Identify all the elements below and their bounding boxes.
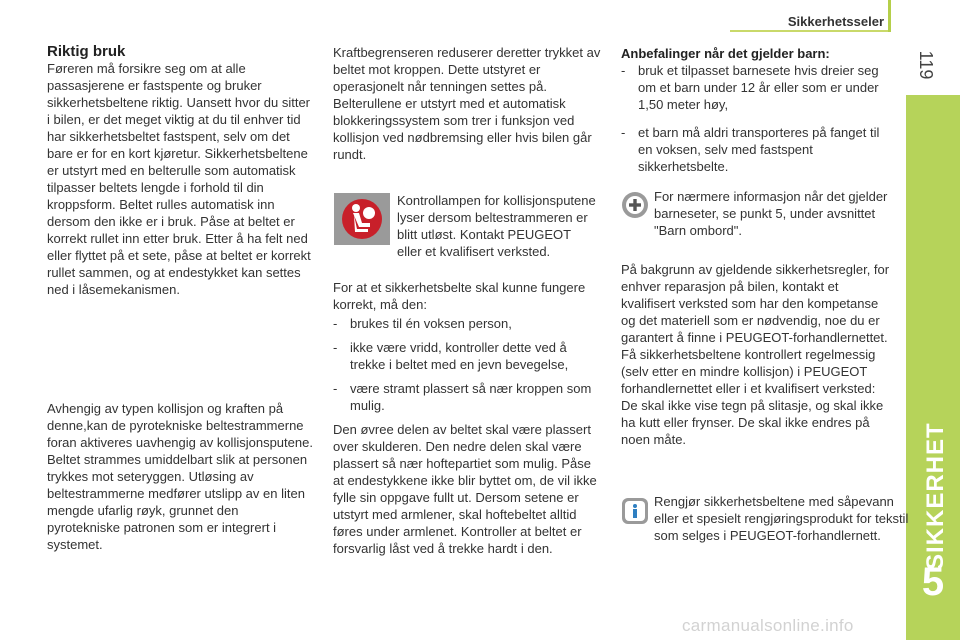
column-3-middle	[621, 261, 893, 448]
column-1-lower	[47, 400, 315, 553]
header-accent-bar	[888, 0, 891, 32]
child-seat-reference-note: For nærmere informasjon når det gjelder barneseter, se punkt 5, under avsnittet "Barn ombord".	[654, 189, 888, 238]
watermark: carmanualsonline.info	[682, 616, 854, 635]
paragraph-pretensioners: Avhengig av typen kollisjon og kraften på denne,kan de pyrotekniske beltestrammerne foran aktiveres uavhengig av kollisjonsputene. Beltet strammes umiddelbart slik at personen trykkes mot seteryggen. Utløsing av beltestrammerne medfører utslipp av en liten mengde ufarlig røyk, grunnet den pyrotekniske patronen som er integrert i systemet.	[47, 401, 313, 552]
list-item: - bruk et tilpasset barnesete hvis dreier seg om et barn under 12 år eller som er under 1,50 meter høy,	[621, 63, 879, 112]
paragraph-correct-use: Føreren må forsikre seg om at alle passasjerene er fastspente og bruker sikkerhetsbeltene riktig. Uansett hvor du sitter i bilen, er det meget viktig at du til enhver tid har sikkerhetsbeltet fastspent, selv om det bare er for en kort kjøretur. Sikkerhetsbeltene er utstyrt med en belterulle som automatisk tilpasser beltets lengde i forhold til din kroppsform. Beltet rulles automatisk inn dersom den ikke er i bruk. Påse at beltet er korrekt rullet inn etter bruk. Etter å ha felt ned eller flyttet på et sete, påse at beltet er korrekt rullet sammen, og at endestykket kan settes ned i låsemekanismen.	[47, 61, 311, 297]
paragraph-maintenance: På bakgrunn av gjeldende sikkerhetsregler, for enhver reparasjon på bilen, kontakt et kvalifisert verksted som har den kompetanse og det materiell som er nødvendig, noe du er garantert å finne i PEUGEOT-forhandlernettet. Få sikkerhetsbeltene kontrollert regelmessig (selv etter en mindre kollisjon) i PEUGEOT forhandlernettet eller i et kvalifisert verksted: De skal ikke vise tegn på slitasje, og skal ikke ha kutt eller frynser. De skal ikke endres på noen måte.	[621, 262, 890, 447]
header-divider	[730, 30, 890, 32]
section-heading: Riktig bruk	[47, 43, 126, 60]
list-item: - brukes til én voksen person,	[333, 316, 512, 331]
column-3	[621, 45, 893, 182]
header-title: Sikkerhetsseler	[787, 14, 884, 29]
cleaning-note: Rengjør sikkerhetsbeltene med såpevann eller et spesielt rengjøringsprodukt for tekstil som selges i PEUGEOT-forhandlernett.	[654, 494, 909, 543]
children-recommendations-list	[621, 62, 893, 175]
plus-circle-icon	[621, 191, 649, 219]
children-heading: Anbefalinger når det gjelder barn:	[621, 46, 830, 61]
chapter-number: 5	[921, 560, 945, 604]
column-2-lower	[333, 279, 603, 557]
belt-requirements-list	[333, 315, 603, 414]
paragraph-force-limiter: Kraftbegrenseren reduserer deretter trykket av beltet mot kroppen. Dette utstyret er operasjonelt når tenningen settes på. Belterullene er utstyrt med et automatisk blokkeringssystem som trer i funksjon ved kollisjon ved nødbremsing eller hvis bilen går rundt.	[333, 45, 601, 162]
cleaning-note-lead	[654, 493, 909, 544]
section-label: SIKKERHET	[922, 422, 949, 570]
airbag-warning-note: Kontrollampen for kollisjonsputene lyser dersom beltestrammeren er blitt utløst. Kontakt PEUGEOT eller et kvalifisert verksted.	[397, 193, 596, 259]
belt-intro: For at et sikkerhetsbelte skal kunne fungere korrekt, må den:	[333, 280, 586, 312]
list-item: - være stramt plassert så nær kroppen som mulig.	[333, 381, 592, 413]
column-1	[47, 43, 315, 298]
page-number: 119	[916, 50, 936, 80]
column-2	[333, 44, 603, 163]
list-item: - ikke være vridd, kontroller dette ved å trekke i beltet med en jevn bevegelse,	[333, 340, 569, 372]
list-item: - et barn må aldri transporteres på fanget til en voksen, selv med fastspent sikkerhetsbelte.	[621, 125, 880, 174]
airbag-warning-icon	[334, 193, 390, 245]
paragraph-belt-position: Den øvree delen av beltet skal være plassert over skulderen. Den nedre delen skal være plassert så nær hoftepartiet som mulig. Påse at endestykkene ikke blir byttet om, de vil ikke fylle sin oppgave fullt ut. Dersom setene er utstyrt med armlener, skal hoftebeltet alltid føres under armlenet. Kontroller at beltet er forsvarlig låst ved å trekke hardt i den.	[333, 422, 597, 556]
